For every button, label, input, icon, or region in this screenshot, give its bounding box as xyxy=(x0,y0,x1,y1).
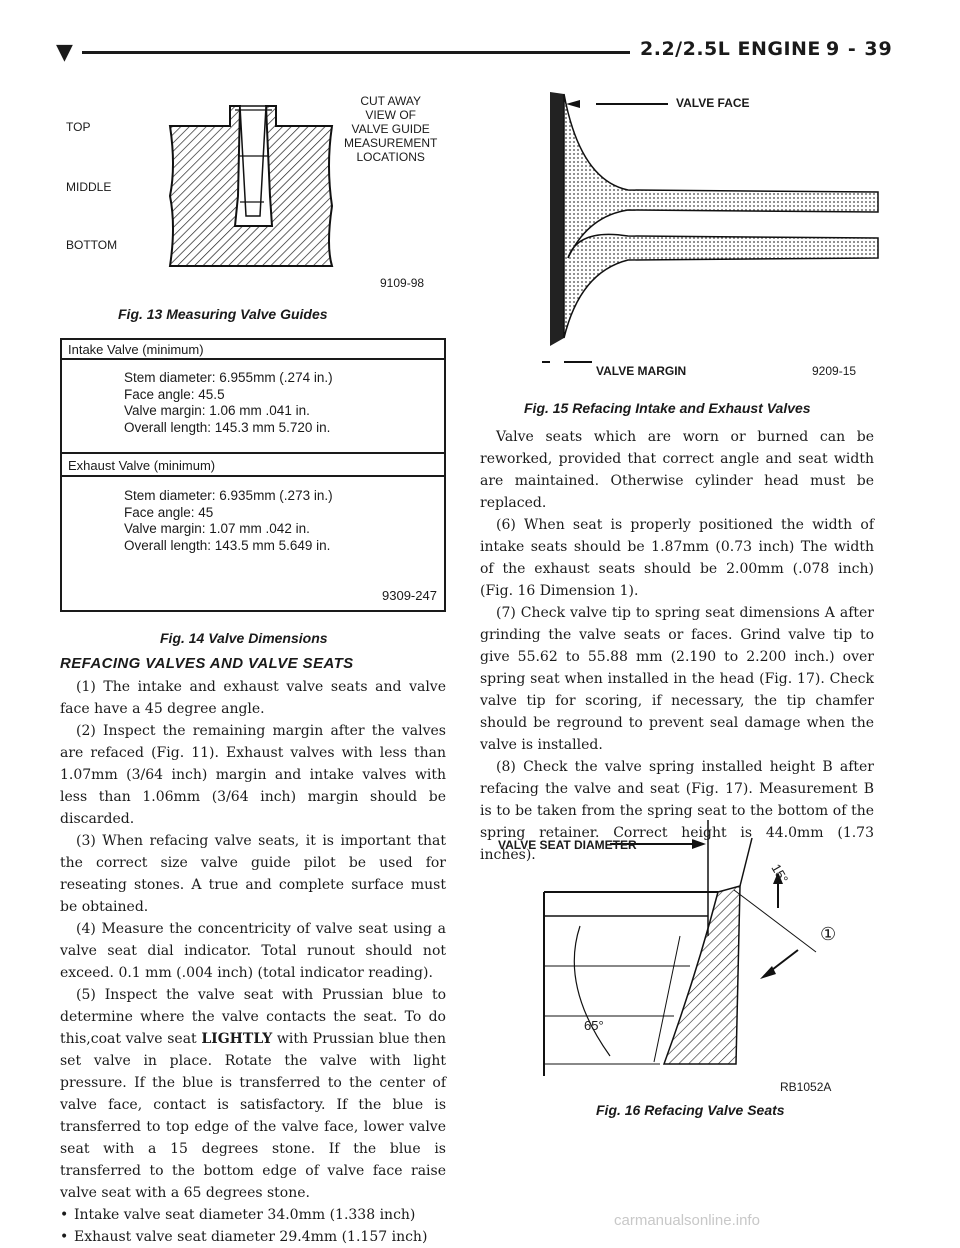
step-5-part-a: (5) Inspect the valve seat with Prussian blue to determine where the valve contacts the seat. To do this,coat valve seat xyxy=(60,987,446,1047)
step-8: (8) Check the valve spring installed height B after refacing the valve and seat (Fig. 17). Measurement B is to be taken from the spring seat to the bottom of the spring retainer. Correct height is 44.0mm (1.73 inches). xyxy=(480,759,874,863)
right-column-text xyxy=(480,426,874,866)
fig13-callout-line-2: VIEW OF xyxy=(365,108,416,122)
exhaust-spec-margin: Valve margin: 1.07 mm .042 in. xyxy=(124,521,310,536)
fig13-callout xyxy=(344,94,437,164)
dimension-1-callout: ① xyxy=(820,924,837,945)
bullet-exhaust-text: Exhaust valve seat diameter 29.4mm (1.157 inch) xyxy=(74,1229,428,1245)
footer-watermark: carmanualsonline.info xyxy=(614,1212,760,1229)
spec-rule-3 xyxy=(62,475,444,477)
fig16-figure xyxy=(480,816,880,1096)
bullet-intake xyxy=(60,1204,446,1226)
step-4: (4) Measure the concentricity of valve seat using a valve seat dial indicator. Total runout should not exceed. 0.1 mm (.004 inch) (total indicator reading). xyxy=(60,921,446,981)
intake-spec-margin: Valve margin: 1.06 mm .041 in. xyxy=(124,403,310,418)
fig13-callout-line-1: CUT AWAY xyxy=(360,94,422,108)
valve-face-label: VALVE FACE xyxy=(676,96,750,110)
intake-spec-list xyxy=(124,370,333,436)
spec-rule-2 xyxy=(62,452,444,454)
step-5-emphasis: LIGHTLY xyxy=(201,1031,273,1047)
step-1: (1) The intake and exhaust valve seats and valve face have a 45 degree angle. xyxy=(60,679,446,717)
valve-margin-label: VALVE MARGIN xyxy=(596,364,687,378)
fig15-code: 9209-15 xyxy=(812,364,857,378)
fig15-caption: Fig. 15 Refacing Intake and Exhaust Valves xyxy=(524,400,811,416)
spec-rule-1 xyxy=(62,358,444,360)
bullet-icon: • xyxy=(60,1207,69,1223)
step-3: (3) When refacing valve seats, it is important that the correct size valve guide pilot be used for reseating stones. A true and complete surface must be obtained. xyxy=(60,833,446,915)
fig13-label-bottom: BOTTOM xyxy=(66,238,118,252)
exhaust-spec-stem: Stem diameter: 6.935mm (.273 in.) xyxy=(124,488,333,503)
intake-spec-length: Overall length: 145.3 mm 5.720 in. xyxy=(124,419,331,435)
valve-seat-diagram xyxy=(540,816,860,1078)
step-5-part-b: with Prussian blue then set valve in place. Rotate the valve with light pressure. If the blue is transferred to the center of valve face, contact is satisfactory. If the blue is transferred to top edge of the valve face, lower valve seat with a 15 degrees stone. If the blue is transferred to the bottom edge of valve face raise valve seat with a 65 degrees stone. xyxy=(60,1031,446,1201)
fig16-caption: Fig. 16 Refacing Valve Seats xyxy=(596,1102,785,1118)
exhaust-heading: Exhaust Valve (minimum) xyxy=(68,458,216,473)
exhaust-spec-list xyxy=(124,488,333,554)
valve-seat-diameter-label: VALVE SEAT DIAMETER xyxy=(498,838,637,852)
valve-guide-cutaway-diagram xyxy=(160,96,340,286)
page-number: 9 - 39 xyxy=(826,38,893,60)
intake-spec-stem: Stem diameter: 6.955mm (.274 in.) xyxy=(124,370,333,385)
fig13-label-middle: MIDDLE xyxy=(66,180,112,194)
step-2: (2) Inspect the remaining margin after the valves are refaced (Fig. 11). Exhaust valves with less than 1.07mm (3/64 inch) margin and intake valves with less than 1.06mm (3/64 inch) margin should be discarded. xyxy=(60,723,446,827)
fig14-code: 9309-247 xyxy=(382,588,437,603)
fig14-caption: Fig. 14 Valve Dimensions xyxy=(160,630,328,646)
fig15-figure xyxy=(500,80,900,380)
intake-heading: Intake Valve (minimum) xyxy=(68,342,204,357)
fig16-code: RB1052A xyxy=(780,1080,832,1094)
exhaust-spec-face: Face angle: 45 xyxy=(124,504,214,520)
intake-spec-face: Face angle: 45.5 xyxy=(124,386,225,402)
header-triangle-icon: ▼ xyxy=(56,40,73,65)
step-7: (7) Check valve tip to spring seat dimensions A after grinding the valve seats or faces. Grind valve tip to give 55.62 to 55.88 mm (2.190 to 2.200 inch.) over spring seat when installed in the head (Fig. 17). Check valve tip for scoring, if necessary, the tip chamfer should be reground to prevent seal damage when the valve is installed. xyxy=(480,605,874,753)
section-title: 2.2/2.5L ENGINE xyxy=(640,38,821,60)
angle-15-label: 15° xyxy=(768,861,792,886)
fig13-callout-line-5: LOCATIONS xyxy=(356,150,425,164)
fig13-code: 9109-98 xyxy=(380,276,425,290)
bullet-icon: • xyxy=(60,1229,69,1245)
step-5 xyxy=(60,984,446,1204)
valve-profile-diagram xyxy=(536,88,896,378)
header-rule xyxy=(82,51,630,54)
fig14-spec-box xyxy=(60,338,446,612)
fig13-label-top: TOP xyxy=(66,120,91,134)
left-column-text xyxy=(60,676,446,1248)
fig13-callout-line-3: VALVE GUIDE xyxy=(351,122,430,136)
bullet-intake-text: Intake valve seat diameter 34.0mm (1.338 inch) xyxy=(74,1207,416,1223)
angle-65-label: 65° xyxy=(584,1018,604,1033)
section-heading: REFACING VALVES AND VALVE SEATS xyxy=(60,655,354,672)
fig13-figure xyxy=(60,80,460,330)
step-6: (6) When seat is properly positioned the width of intake seats should be 1.87mm (0.73 inch) The width of the exhaust seats should be 2.00mm (.078 inch) (Fig. 16 Dimension 1). xyxy=(480,517,874,599)
intro-paragraph: Valve seats which are worn or burned can be reworked, provided that correct angle and seat width are maintained. Otherwise cylinder head must be replaced. xyxy=(480,429,874,511)
exhaust-spec-length: Overall length: 143.5 mm 5.649 in. xyxy=(124,537,331,553)
fig13-caption: Fig. 13 Measuring Valve Guides xyxy=(118,306,328,322)
bullet-exhaust xyxy=(60,1226,446,1248)
fig13-callout-line-4: MEASUREMENT xyxy=(344,136,438,150)
